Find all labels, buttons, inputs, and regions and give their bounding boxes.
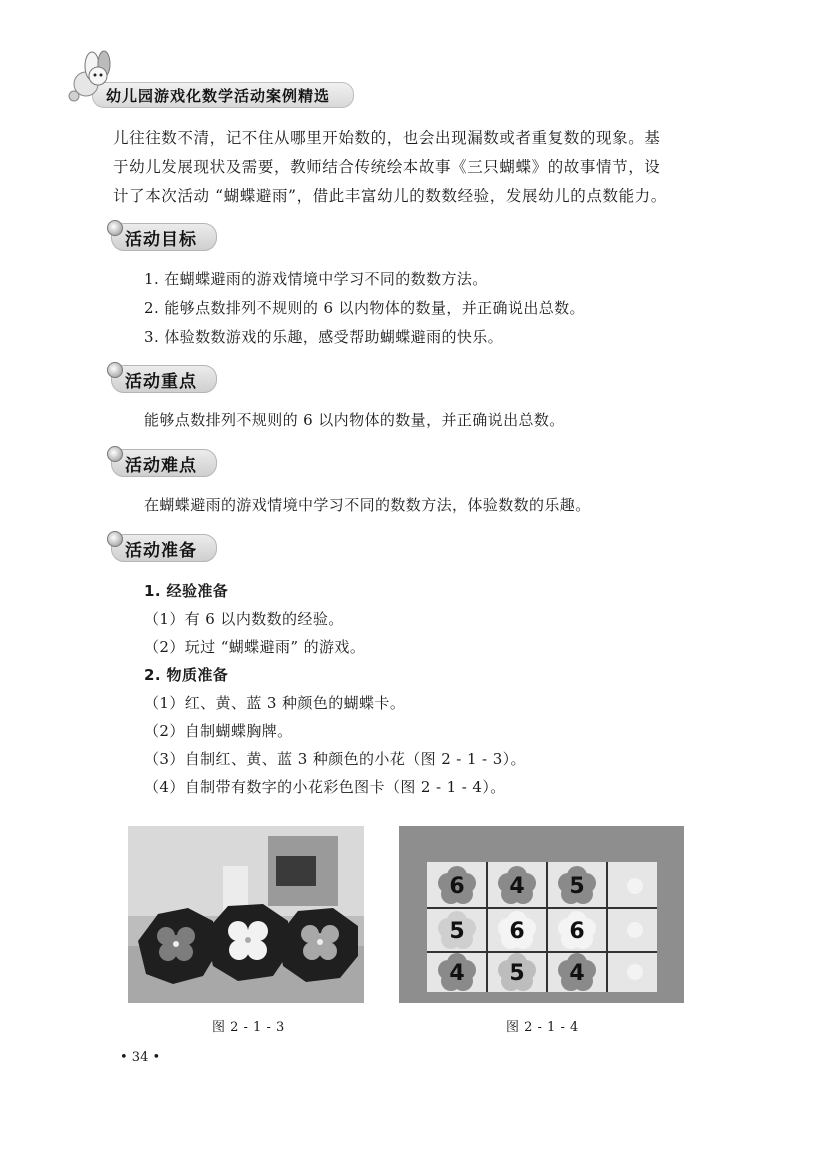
section-title: 活动难点	[125, 456, 197, 476]
intro-line: 于幼儿发展现状及需要，教师结合传统绘本故事《三只蝴蝶》的故事情节，设	[113, 158, 661, 176]
page-number: • 34 •	[120, 1050, 161, 1065]
figure-caption: 图 2 - 1 - 4	[506, 1020, 579, 1035]
bullet-dot-icon	[107, 446, 123, 462]
prep-item: （2）玩过 “蝴蝶避雨” 的游戏。	[144, 638, 366, 656]
section-title: 活动目标	[125, 230, 197, 250]
flower-number: 5	[449, 919, 465, 944]
flower-number: 4	[449, 961, 465, 986]
difficulty-text: 在蝴蝶避雨的游戏情境中学习不同的数数方法，体验数数的乐趣。	[144, 496, 591, 514]
goal-item: 1. 在蝴蝶避雨的游戏情境中学习不同的数数方法。	[144, 270, 488, 288]
running-header	[62, 44, 362, 114]
goal-item: 3. 体验数数游戏的乐趣，感受帮助蝴蝶避雨的快乐。	[144, 328, 504, 346]
section-heading-prep	[107, 531, 217, 561]
flower-number: 6	[509, 919, 525, 944]
flower-number: 4	[569, 961, 585, 986]
section-title: 活动准备	[125, 541, 197, 561]
prep-item: （1）有 6 以内数数的经验。	[144, 610, 344, 628]
figure-caption: 图 2 - 1 - 3	[212, 1020, 285, 1035]
flower-number: 4	[509, 874, 525, 899]
section-heading-goals	[107, 220, 217, 250]
prep-item: （1）红、黄、蓝 3 种颜色的蝴蝶卡。	[144, 694, 406, 712]
section-heading-difficulty	[107, 446, 217, 476]
prep-item: （4）自制带有数字的小花彩色图卡（图 2 - 1 - 4）。	[144, 778, 506, 796]
flower-number: 6	[449, 874, 465, 899]
section-heading-key	[107, 362, 217, 392]
flower-number: 6	[569, 919, 585, 944]
bullet-dot-icon	[107, 362, 123, 378]
number-flower-cards-photo	[399, 826, 684, 1003]
prep-item: （2）自制蝴蝶胸牌。	[144, 722, 293, 740]
goal-item: 2. 能够点数排列不规则的 6 以内物体的数量，并正确说出总数。	[144, 299, 585, 317]
intro-paragraph	[113, 124, 713, 211]
bullet-dot-icon	[107, 531, 123, 547]
key-text: 能够点数排列不规则的 6 以内物体的数量，并正确说出总数。	[144, 411, 565, 429]
prep-subheading: 1. 经验准备	[144, 582, 229, 600]
flower-number: 5	[509, 961, 525, 986]
intro-line: 计了本次活动 “蝴蝶避雨”，借此丰富幼儿的数数经验，发展幼儿的点数能力。	[113, 187, 667, 205]
header-title: 幼儿园游戏化数学活动案例精选	[106, 87, 331, 105]
bullet-dot-icon	[107, 220, 123, 236]
prep-item: （3）自制红、黄、蓝 3 种颜色的小花（图 2 - 1 - 3）。	[144, 750, 526, 768]
flower-number: 5	[569, 874, 585, 899]
intro-line: 儿往往数不清，记不住从哪里开始数的，也会出现漏数或者重复数的现象。基	[113, 129, 661, 147]
section-title: 活动重点	[125, 372, 197, 392]
prep-subheading: 2. 物质准备	[144, 666, 229, 684]
umbrella-flowers-photo	[128, 826, 364, 1003]
